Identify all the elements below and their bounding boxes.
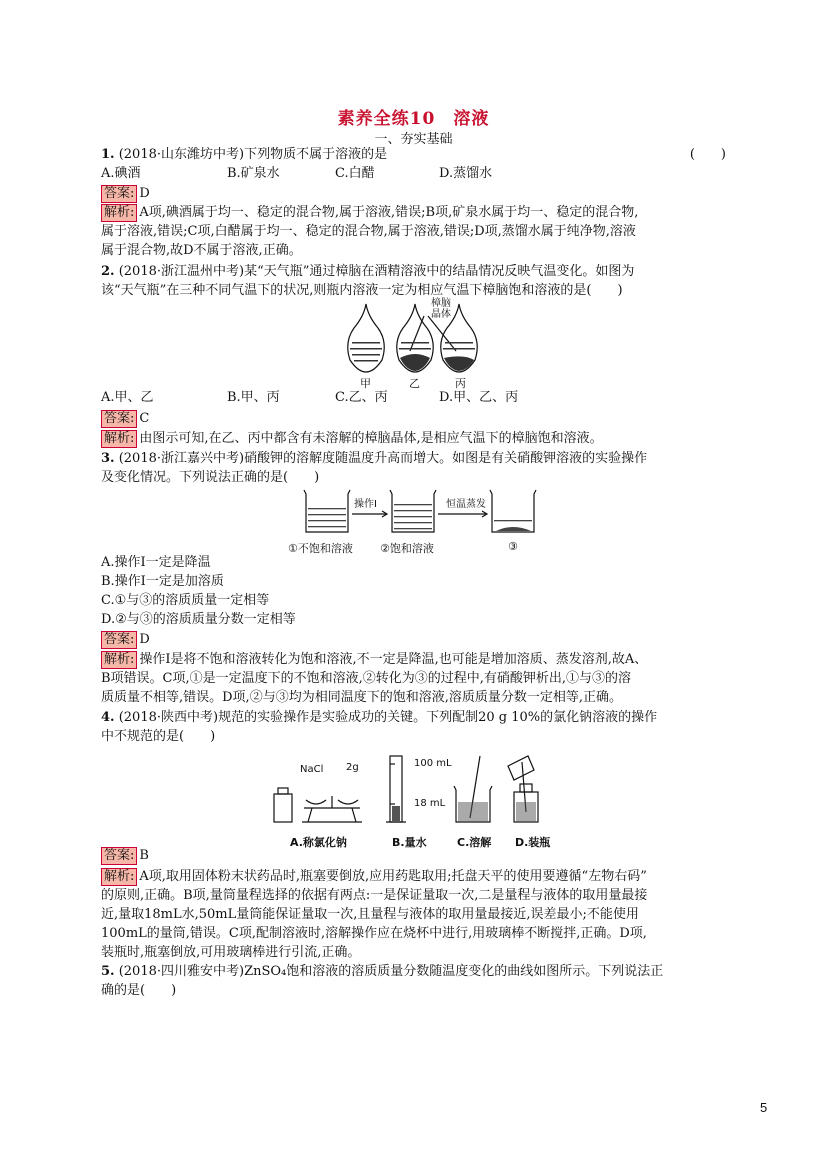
bottle-label-a: 甲 [360,377,371,390]
question-3-analysis-3: 质质量不相等,错误。D项,②与③均为相同温度下的饱和溶液,溶质质量分数一定相等,正确。 [101,690,622,705]
crystal-label: 樟脑晶体 [431,298,451,320]
question-text: (2018·浙江嘉兴中考)硝酸钾的溶解度随温度升高而增大。如图是有关硝酸钾溶液的实验操作 [118,451,648,466]
question-number: 4. [101,710,115,725]
answer-value: D [139,186,150,201]
answer-value: C [139,411,150,426]
question-3-option-b: B.操作Ⅰ一定是加溶质 [101,574,224,589]
beaker-label-2: ②饱和溶液 [380,542,434,555]
question-number: 1. [101,147,115,162]
step-d-label: D.装瓶 [515,836,551,849]
question-5-stem-1 [101,962,726,982]
question-2-analysis-1 [101,429,726,449]
option-a: A.甲、乙 [101,390,154,405]
question-2-answer [101,409,726,429]
answer-value: D [139,632,150,647]
question-3-answer [101,630,726,650]
analysis-text: 由图示可知,在乙、丙中都含有未溶解的樟脑晶体,是相应气温下的樟脑饱和溶液。 [139,431,603,446]
question-3-stem-2: 及变化情况。下列说法正确的是( ) [101,470,320,485]
question-4-analysis-3: 近,量取18mL水,50mL量筒能保证量取一次,且量程与液体的取用量最接近,误差最小;不能使用 [101,907,639,922]
analysis-tag: 解析: [101,868,137,886]
option-b: B.矿泉水 [227,166,280,181]
bottle-label-c: 丙 [455,377,466,390]
operation-2-label: 恒温蒸发 [446,499,486,510]
nacl-label: NaCl [300,764,324,775]
question-4-analysis-4: 100mL的量筒,错误。C项,配制溶液时,溶解操作应在烧杯中进行,用玻璃棒不断搅拌,正确。D项, [101,926,647,941]
question-text: (2018·山东潍坊中考)下列物质不属于溶液的是 [118,147,388,162]
question-4-analysis-5: 装瓶时,瓶塞倒放,可用玻璃棒进行引流,正确。 [101,945,361,960]
analysis-text: A项,取用固体粉末状药品时,瓶塞要倒放,应用药匙取用;托盘天平的使用要遵循“左物右码” [139,869,647,884]
step-c-label: C.溶解 [457,836,492,849]
question-4-stem-2: 中不规范的是( ) [101,729,216,744]
question-5-stem-2: 确的是( ) [101,983,177,998]
answer-value: B [139,848,149,863]
beaker-label-1: ①不饱和溶液 [288,542,353,555]
page-title: 素养全练10 溶液 [337,109,490,129]
question-number: 2. [101,264,115,279]
analysis-tag: 解析: [101,430,137,448]
question-3-analysis-1 [101,650,726,670]
option-d: D.甲、乙、丙 [439,390,519,405]
question-4-analysis-2: 的原则,正确。B项,量筒量程选择的依据有两点:一是保证量取一次,二是量程与液体的取用量最接 [101,888,648,903]
question-1-analysis-3: 属于混合物,故D不属于溶液,正确。 [101,243,302,258]
question-text: (2018·陕西中考)规范的实验操作是实验成功的关键。下列配制20 g 10%的氯化钠溶液的操作 [118,710,658,725]
question-3-analysis-2: B项错误。C项,①是一定温度下的不饱和溶液,②转化为③的过程中,有硝酸钾析出,①与③的溶 [101,671,632,686]
volume-100-label: 100 mL [414,758,452,769]
analysis-tag: 解析: [101,204,137,222]
answer-tag: 答案: [101,185,137,203]
question-2-stem-1 [101,262,726,282]
mass-label: 2g [346,762,359,773]
question-2-stem-2: 该“天气瓶”在三种不同气温下的状况,则瓶内溶液一定为相应气温下樟脑饱和溶液的是( ) [101,283,623,298]
option-a: A.碘酒 [101,166,141,181]
question-3-option-d: D.②与③的溶质质量分数一定相等 [101,612,296,627]
question-number: 3. [101,451,115,466]
question-3-option-c: C.①与③的溶质质量一定相等 [101,593,270,608]
answer-tag: 答案: [101,410,137,428]
beaker-process-figure [298,486,538,538]
question-1-options [101,164,726,184]
section-heading: 一、夯实基础 [374,132,453,147]
analysis-tag: 解析: [101,651,137,669]
question-1-analysis-2: 属于溶液,错误;C项,白醋属于均一、稳定的混合物,属于溶液,错误;D项,蒸馏水属于纯净物,溶液 [101,224,636,239]
question-4-answer [101,846,726,866]
answer-tag: 答案: [101,847,137,865]
option-c: C.乙、丙 [335,390,388,405]
answer-paren: ( ) [689,147,726,162]
question-number: 5. [101,964,115,979]
option-c: C.白醋 [335,166,375,181]
question-text: (2018·浙江温州中考)某“天气瓶”通过樟脑在酒精溶液中的结晶情况反映气温变化。如图为 [118,264,635,279]
step-a-label: A.称氯化钠 [290,836,347,849]
question-4-analysis-1 [101,867,726,887]
question-3-option-a: A.操作Ⅰ一定是降温 [101,555,211,570]
operation-1-label: 操作Ⅰ [354,499,377,510]
question-2-options [101,388,726,408]
question-3-stem-1 [101,449,726,469]
page-number: 5 [760,1100,768,1115]
question-1-answer [101,184,726,204]
analysis-text: A项,碘酒属于均一、稳定的混合物,属于溶液,错误;B项,矿泉水属于均一、稳定的混合物, [139,205,639,220]
bottle-label-b: 乙 [409,377,420,390]
volume-18-label: 18 mL [414,798,446,809]
question-text: (2018·四川雅安中考)ZnSO₄饱和溶液的溶质质量分数随温度变化的曲线如图所示。下列说法正 [118,964,664,979]
option-d: D.蒸馏水 [439,166,493,181]
answer-tag: 答案: [101,631,137,649]
step-b-label: B.量水 [392,836,427,849]
beaker-label-3: ③ [508,540,518,553]
option-b: B.甲、丙 [227,390,280,405]
analysis-text: 操作Ⅰ是将不饱和溶液转化为饱和溶液,不一定是降温,也可能是增加溶质、蒸发溶剂,故A、 [139,652,648,667]
question-1-analysis-1 [101,203,726,223]
question-4-stem-1 [101,708,726,728]
question-1-stem [101,145,726,165]
